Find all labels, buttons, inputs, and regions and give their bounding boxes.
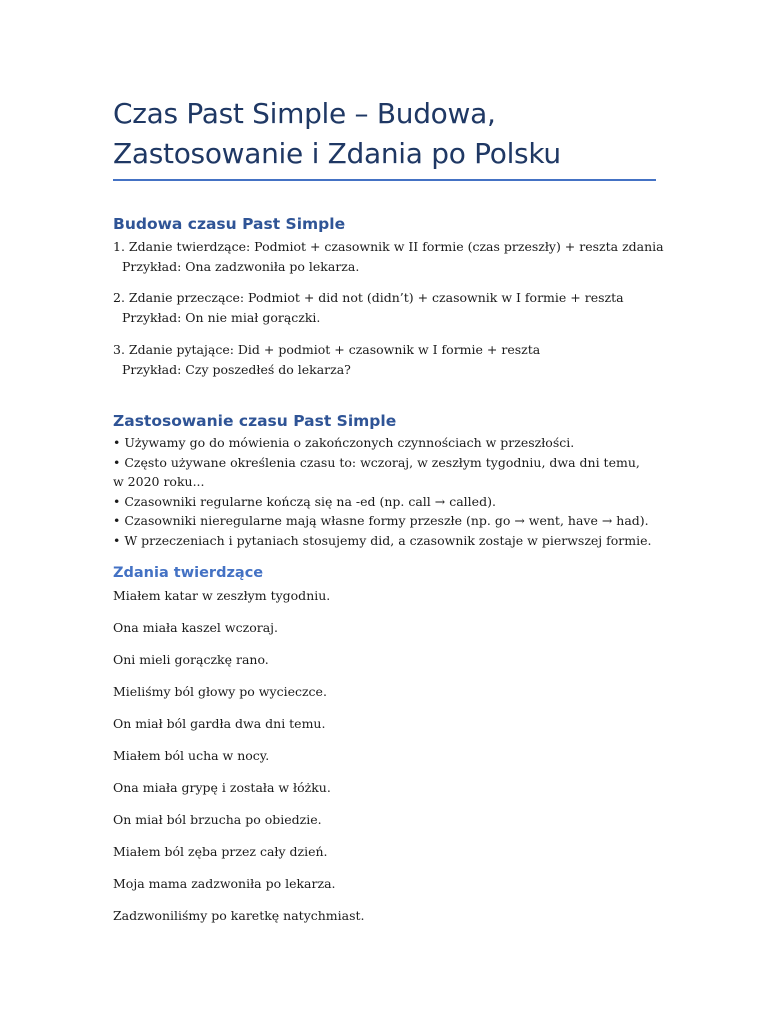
page-title <box>113 94 658 174</box>
sentence-7 <box>113 778 658 798</box>
sentence-5 <box>113 714 658 734</box>
title-block <box>113 94 658 181</box>
budowa-item-2 <box>113 288 658 327</box>
sentence-text: Ona miała grypę i została w łóżku. <box>113 780 331 795</box>
bullet-item-2: • Często używane określenia czasu to: wczoraj, w zeszłym tygodniu, dwa dni temu, w 2020 roku... <box>113 454 640 489</box>
zastosowanie-list <box>113 433 653 550</box>
sentence-text: Miałem ból ucha w nocy. <box>113 748 270 763</box>
sentence-text: Mieliśmy ból głowy po wycieczce. <box>113 684 327 699</box>
section-heading-budowa: Budowa czasu Past Simple <box>113 215 346 233</box>
sentence-text: On miał ból brzucha po obiedzie. <box>113 812 322 827</box>
sentence-8 <box>113 810 658 830</box>
budowa-rule-1: 1. Zdanie twierdzące: Podmiot + czasownik w II formie (czas przeszły) + reszta zdania <box>113 239 664 254</box>
sentence-6 <box>113 746 658 766</box>
page-title-line-1: Czas Past Simple – Budowa, <box>113 97 496 130</box>
sentence-3 <box>113 650 658 670</box>
budowa-item-3 <box>113 340 658 379</box>
budowa-item-1 <box>113 237 664 276</box>
sentence-text: Oni mieli gorączkę rano. <box>113 652 269 667</box>
page-title-line-2: Zastosowanie i Zdania po Polsku <box>113 137 561 170</box>
sentence-1 <box>113 586 658 606</box>
sentence-11 <box>113 906 658 926</box>
section-heading-zastosowanie: Zastosowanie czasu Past Simple <box>113 412 397 430</box>
budowa-rule-3: 3. Zdanie pytające: Did + podmiot + czasownik w I formie + reszta <box>113 342 541 357</box>
bullet-item-1: • Używamy go do mówienia o zakończonych czynnościach w przeszłości. <box>113 435 575 450</box>
sentence-text: Zadzwoniliśmy po karetkę natychmiast. <box>113 908 365 923</box>
sentence-text: Ona miała kaszel wczoraj. <box>113 620 278 635</box>
bullet-item-4: • Czasowniki nieregularne mają własne formy przeszłe (np. go → went, have → had). <box>113 513 649 528</box>
section-zdania <box>113 563 658 583</box>
sentence-10 <box>113 874 658 894</box>
sentence-text: On miał ból gardła dwa dni temu. <box>113 716 326 731</box>
sentence-text: Miałem katar w zeszłym tygodniu. <box>113 588 331 603</box>
budowa-example-2: Przykład: On nie miał gorączki. <box>122 309 321 325</box>
sentence-9 <box>113 842 658 862</box>
section-budowa <box>113 213 658 235</box>
budowa-example-1: Przykład: Ona zadzwoniła po lekarza. <box>122 258 360 274</box>
bullet-item-3: • Czasowniki regularne kończą się na -ed (np. call → called). <box>113 493 496 509</box>
sentence-4 <box>113 682 658 702</box>
sentence-2 <box>113 618 658 638</box>
budowa-rule-2: 2. Zdanie przeczące: Podmiot + did not (didn’t) + czasownik w I formie + reszta <box>113 290 624 305</box>
section-zastosowanie <box>113 410 658 432</box>
sentence-text: Moja mama zadzwoniła po lekarza. <box>113 876 336 891</box>
sentence-text: Miałem ból zęba przez cały dzień. <box>113 844 328 859</box>
section-heading-zdania: Zdania twierdzące <box>113 565 264 581</box>
title-underline <box>113 179 656 181</box>
bullet-item-5: • W przeczeniach i pytaniach stosujemy did, a czasownik zostaje w pierwszej formie. <box>113 532 652 548</box>
budowa-example-3: Przykład: Czy poszedłeś do lekarza? <box>122 361 351 377</box>
